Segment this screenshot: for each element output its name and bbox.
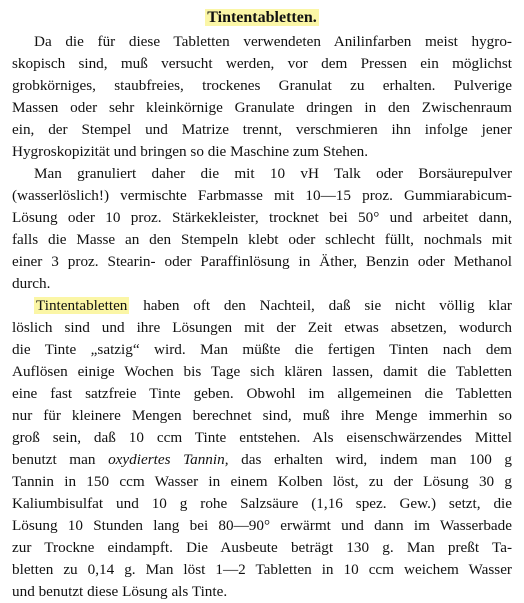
paragraph-2 [12, 163, 512, 295]
text-line: durch. [12, 275, 51, 292]
text-line: und benutzt diese Lösung als Tinte. [12, 583, 228, 600]
text-line: einer 3 proz. Stearin- oder Paraffinlösung in Äther, Benzin oder Methanol [12, 253, 512, 270]
text-line: (wasserlöslich!) vermischte Farbmasse mit 10—15 proz. Gummiarabicum- [12, 187, 512, 204]
text-line: Da die für diese Tabletten verwendeten Anilinfarben meist hygro- [34, 33, 512, 50]
text-line: Massen oder sehr kleinkörnige Granulate dringen in den Zwischenraum [12, 99, 512, 116]
text-fragment: benutzt man [12, 451, 109, 468]
text-line: Hygroskopizität und bringen so die Maschine zum Stehen. [12, 143, 368, 160]
paragraph-1 [12, 31, 512, 163]
text-fragment: das erhalten wird, indem man 100 g [228, 451, 513, 468]
text-line: nur für kleinere Mengen berechnet sind, muß ihre Menge immerhin so [12, 407, 512, 424]
paragraph-3 [12, 295, 512, 603]
text-line: die Tinte „satzig“ wird. Man müßte die fertigen Tinten nach dem [12, 341, 512, 358]
text-line: zur Trockne eindampft. Die Ausbeute beträgt 130 g. Man preßt Ta- [12, 539, 512, 556]
text-line [12, 295, 512, 317]
text-line: grobkörniges, staubfreies, trockenes Granulat zu erhalten. Pulverige [12, 77, 512, 94]
text-fragment: haben oft den Nachteil, daß sie nicht völlig klar [129, 297, 512, 314]
text-line: Kaliumbisulfat und 10 g rohe Salzsäure (1,16 spez. Gew.) setzt, die [12, 495, 512, 512]
term-highlight: Tintentabletten [36, 297, 128, 314]
text-line: Lösung oder 10 proz. Stärkekleister, trocknet bei 50° und arbeitet dann, [12, 209, 512, 226]
text-line: Lösung 10 Stunden lang bei 80—90° erwärmt und dann im Wasserbade [12, 517, 512, 534]
text-line: groß sein, daß 10 ccm Tinte entstehen. Als eisenschwärzendes Mittel [12, 429, 512, 446]
text-line: eine fast satzfreie Tinte geben. Obwohl im allgemeinen die Tabletten [12, 385, 512, 402]
text-line: falls die Masse an den Stempeln klebt oder schlecht füllt, nochmals mit [12, 231, 512, 248]
italic-term: oxydiertes Tannin, [108, 451, 229, 468]
text-line: Auflösen einige Wochen bis Tage sich klären lassen, damit die Tabletten [12, 363, 512, 380]
text-line: löslich sind und ihre Lösungen mit der Zeit etwas absetzen, wodurch [12, 319, 512, 336]
text-line [12, 449, 512, 471]
text-line: bletten zu 0,14 g. Man löst 1—2 Tabletten in 10 ccm weichem Wasser [12, 561, 512, 578]
text-line: Man granuliert daher die mit 10 vH Talk oder Borsäurepulver [34, 165, 512, 182]
heading-highlight: Tintentabletten. [207, 9, 317, 26]
section-heading [12, 8, 512, 28]
text-line: ein, der Stempel und Matrize trennt, verschmieren ihn infolge jener [12, 121, 512, 138]
text-line: Tannin in 150 ccm Wasser in einem Kolben löst, zu der Lösung 30 g [12, 473, 512, 490]
text-line: skopisch sind, muß versucht werden, vor dem Pressen ein möglichst [12, 55, 512, 72]
